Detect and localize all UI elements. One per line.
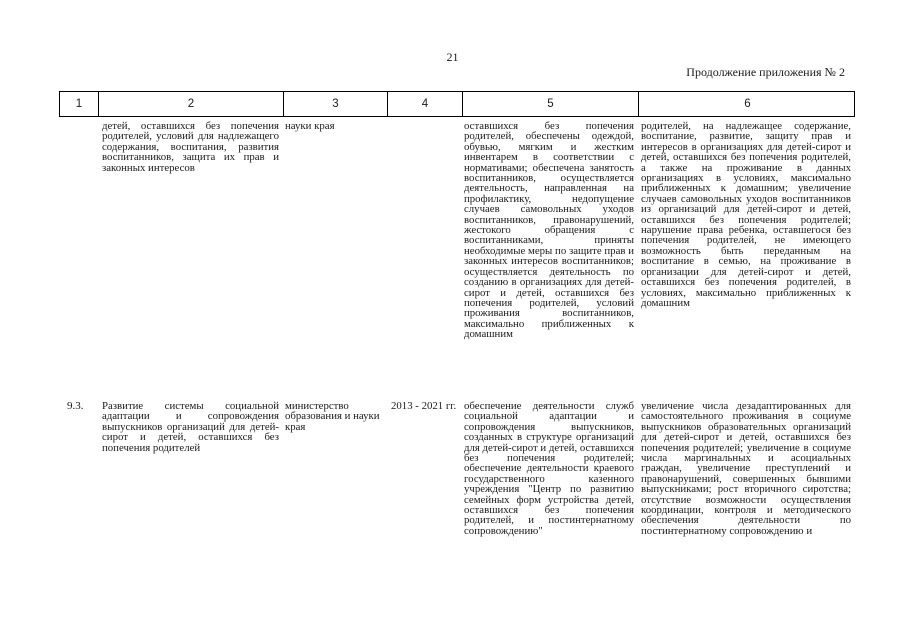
appendix-continuation-label: Продолжение приложения № 2 bbox=[686, 65, 845, 79]
column-header-6: 6 bbox=[744, 98, 751, 110]
result-cell: обеспечение деятельности служб социальной адаптации и сопровождения выпускников, созданных в структуре организаций для детей-сирот и детей, оставшихся без попечения родителей; обеспечение деятельности краевого государственного казенного учреждения "Центр по развитию семейных форм устройства детей, оставшихся без попечения родителей, и постинтернатному сопровождению" bbox=[464, 400, 634, 537]
page-number: 21 bbox=[446, 50, 459, 64]
column-header-1: 1 bbox=[60, 92, 99, 116]
activity-cell: детей, оставшихся без попечения родителей, условий для надлежащего содержания, воспитания, развития воспитанников, защита их прав и законных интересов bbox=[102, 120, 279, 174]
column-header-4: 4 bbox=[388, 92, 463, 116]
consequences-cell: родителей, на надлежащее содержание, воспитание, развитие, защиту прав и интересов в организациях для детей-сирот и детей, оставшихся без попечения родителей, а также на проживание в данных организациях в условиях, максимально приближенных к домашним; увеличение случаев самовольных уходов воспитанников из организаций для детей-сирот и детей, оставшихся без попечения родителей; нарушение права ребенка, оставшегося без попечения родителей, не имеющего возможность быть переданным на воспитание в семью, на проживание в организации для детей-сирот и детей, оставшихся без попечения родителей, в условиях, максимально приближенных к домашним bbox=[641, 120, 851, 309]
column-header-3: 3 bbox=[284, 92, 388, 116]
result-cell: оставшихся без попечения родителей, обеспечены одеждой, обувью, мягким и жестким инвентарем в соответствии с нормативами; обеспечена занятость воспитанников, осуществляется деятельность, направленная на профилактику, недопущение случаев самовольных уходов воспитанников, правонарушений, жестокого обращения с воспитанниками, приняты необходимые меры по защите прав и законных интересов воспитанников; осуществляется деятельность по созданию в организациях для детей-сирот и детей, оставшихся без попечения родителей, условий проживания воспитанников, максимально приближенных к домашним bbox=[464, 120, 634, 341]
executor-cell: министерство образования и науки края bbox=[285, 400, 380, 433]
column-header-2: 2 bbox=[99, 92, 284, 116]
executor-cell: науки края bbox=[285, 120, 335, 132]
consequences-cell: увеличение числа дезадаптированных для самостоятельного проживания в социуме выпускников образовательных организаций для детей-сирот и детей, оставшихся без попечения родителей; увеличение в социуме числа маргинальных и асоциальных граждан, увеличение преступлений и правонарушений, совершенных бывшими выпускниками; рост вторичного сиротства; отсутствие возможности осуществления координации, контроля и методического обеспечения деятельности по постинтернатному сопровождению и bbox=[641, 400, 851, 537]
table-header-row bbox=[59, 91, 855, 117]
column-header-5: 5 bbox=[463, 92, 639, 116]
period-cell: 2013 - 2021 гг. bbox=[391, 400, 457, 412]
item-number: 9.3. bbox=[67, 400, 84, 412]
activity-cell: Развитие системы социальной адаптации и сопровождения выпускников организаций для детей-сирот и детей, оставшихся без попечения родителей bbox=[102, 400, 279, 454]
